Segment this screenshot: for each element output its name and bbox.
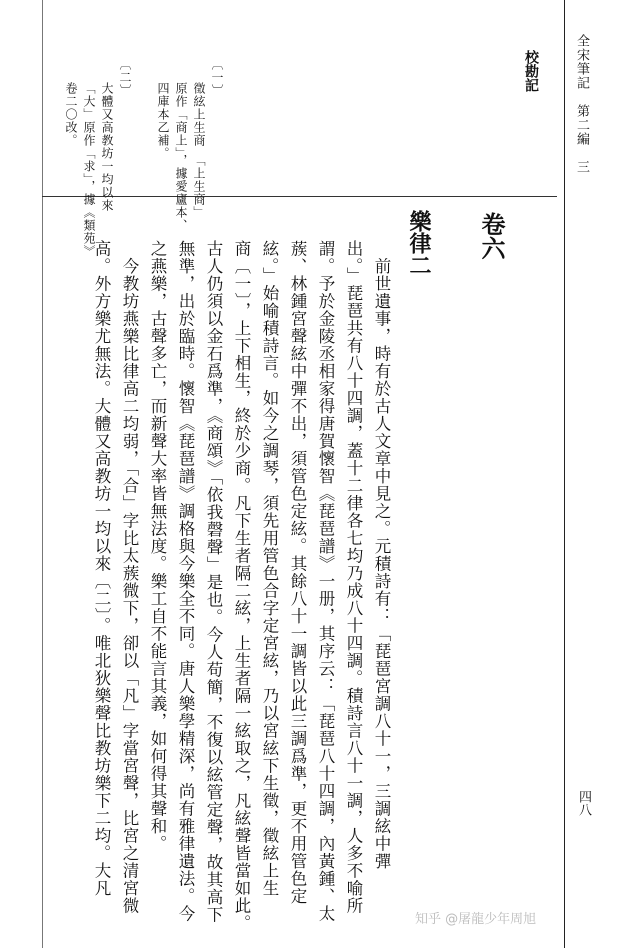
body-text-line: 蔟、林鍾宮聲絃中彈不出，須管色定絃。其餘八十一調皆以此三調爲準，更不用管色定	[288, 240, 307, 905]
body-text-line: 無準，出於臨時。懷智《琵琶譜》調格與今樂全不同。唐人樂學精深，尚有雅律遺法。今	[176, 240, 195, 923]
chapter-title: 卷六	[477, 212, 506, 260]
body-text-line: 絃。」始喻積詩言。如今之調琴，須先用管色合字定宮絃，乃以宮絃下生徵，徵絃上生	[260, 240, 279, 897]
body-text-line: 古人仍須以金石爲準，《商頌》「依我磬聲」是也。今人苟簡，不復以絃管定聲，故其高下	[204, 240, 223, 924]
note-2-line: 大體又高教坊一均以來	[100, 82, 114, 212]
note-1-marker: 〔一〕	[210, 58, 224, 97]
body-text-line: 今教坊燕樂比律高二均弱，「合」字比太蔟微下，卻以「凡」字當宮聲，比宮之清宮微	[120, 240, 139, 915]
left-margin-rule	[42, 0, 43, 948]
note-1-line: 徵絃上生商 「上生商」	[192, 82, 206, 219]
note-2-marker: 〔二〕	[118, 58, 132, 97]
body-text-line: 出。」琵琶共有八十四調，蓋十二律各七均乃成八十四調。積詩言八十一調，人多不喻所	[344, 240, 363, 915]
watermark: 知乎 @屠龍少年周旭	[415, 912, 537, 927]
note-1-line: 原作「商上」，據愛廬本、	[174, 82, 188, 232]
body-text-line: 高。外方樂尤無法。大體又高教坊一均以來〔二〕。唯北狄樂聲比教坊樂下二均。大凡	[92, 240, 111, 897]
running-head: 全宋筆記 第二編 三	[574, 34, 589, 174]
body-text-line: 前世遺事，時有於古人文章中見之。元積詩有：「琵琶宮調八十一，三調絃中彈	[372, 240, 391, 870]
body-text-line: 商〔一〕，上下相生，終於少商。凡下生者隔二絃，上生者隔一絃取之，凡絃聲皆當如此。	[232, 240, 251, 932]
section-title: 樂律二	[406, 210, 432, 276]
note-2-line: 「大」原作「求」，據《類苑》	[82, 82, 96, 258]
body-text-line: 之燕樂，古聲多亡，而新聲大率皆無法度。樂工自不能言其義，如何得其聲和。	[148, 240, 167, 853]
note-2-line: 卷二〇改。	[64, 82, 78, 147]
right-margin-rule	[564, 0, 565, 948]
page-number: 四八	[576, 790, 591, 816]
notes-divider	[42, 196, 557, 197]
body-text-line: 謂。予於金陵丞相家得唐賀懷智《琵琶譜》一册，其序云：「琵琶八十四調，內黃鍾、太	[316, 240, 335, 923]
note-1-line: 四庫本乙補。	[156, 82, 170, 160]
collation-notes-title: 校勘記	[523, 50, 539, 92]
